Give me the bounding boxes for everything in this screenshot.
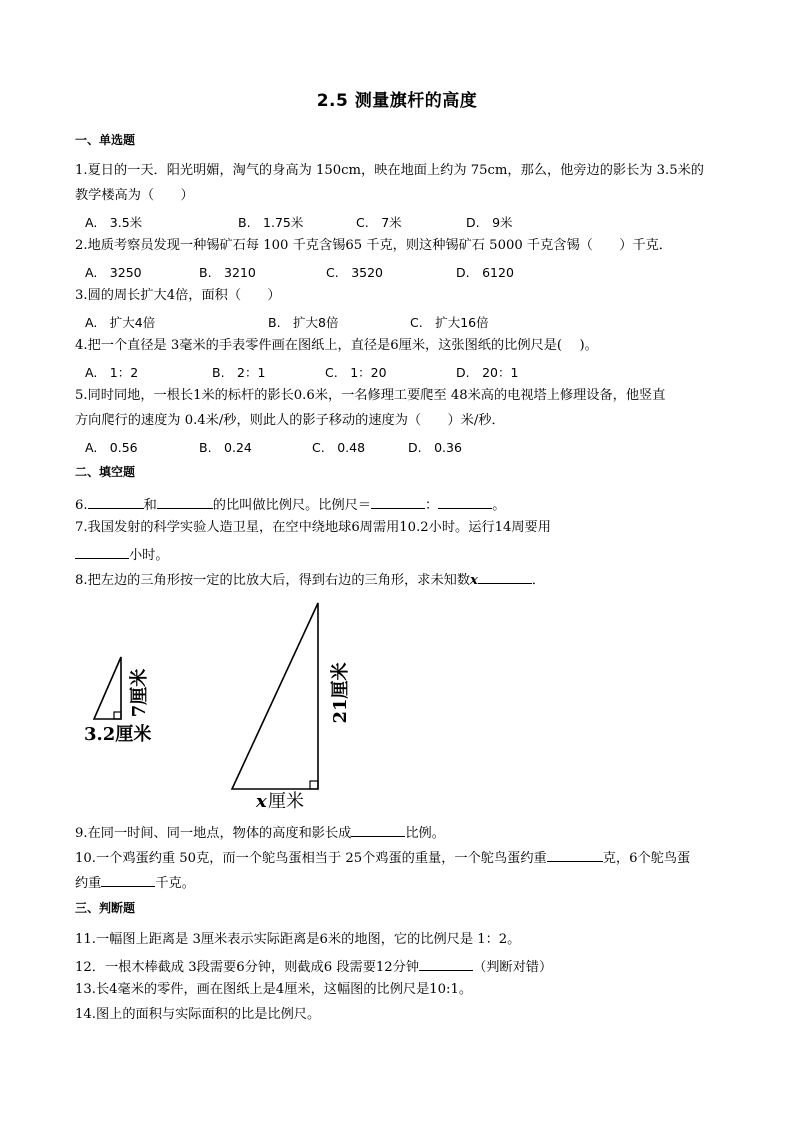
question-1-option-a: A. 3.5米 (85, 215, 143, 230)
answer-blank[interactable] (351, 822, 405, 837)
page-title: 2.5 测量旗杆的高度 (316, 91, 478, 111)
answer-blank[interactable] (371, 494, 425, 509)
answer-blank[interactable] (478, 569, 532, 584)
question-7-line-2 (75, 544, 169, 565)
answer-blank[interactable] (157, 494, 213, 509)
question-2-option-a: A. 3250 (85, 265, 142, 280)
question-12-end: （判断对错） (473, 960, 553, 975)
question-3-option-c: C. 扩大16倍 (410, 315, 489, 330)
large-triangle (232, 603, 318, 789)
question-9-end: 比例。 (405, 826, 445, 841)
section-heading-fill-in: 二、填空题 (75, 465, 136, 479)
question-2-option-c: C. 3520 (326, 265, 384, 280)
large-height-label: 21厘米 (330, 662, 351, 724)
question-2-line-1: 2.地质考察员发现一种锡矿石每 100 千克含锡65 千克，则这种锡矿石 5000 千克含锡（ ）千克． (75, 238, 672, 253)
question-5-option-d: D. 0.36 (408, 440, 462, 455)
small-triangle (94, 657, 121, 719)
question-7-unit: 小时。 (129, 548, 169, 563)
small-height-label: 7厘米 (129, 668, 150, 718)
question-10-text-a: 10.一个鸡蛋约重 50克，而一个鸵鸟蛋相当于 25个鸡蛋的重量，一个鸵鸟蛋约重 (75, 851, 547, 866)
section-heading-single-choice: 一、单选题 (75, 133, 136, 147)
question-6-text-b: 和 (143, 498, 157, 513)
question-7-line-1: 7.我国发射的科学实验人造卫星，在空中绕地球6周需用10.2小时。运行14周要用 (75, 520, 551, 535)
answer-blank[interactable] (101, 872, 155, 887)
question-14: 14.图上的面积与实际面积的比是比例尺。 (75, 1007, 321, 1022)
question-5-option-c: C. 0.48 (312, 440, 366, 455)
question-5-option-a: A. 0.56 (85, 440, 138, 455)
question-3-option-b: B. 扩大8倍 (268, 315, 339, 330)
answer-blank[interactable] (88, 494, 144, 509)
question-5-option-b: B. 0.24 (199, 440, 252, 455)
answer-blank[interactable] (419, 956, 473, 971)
question-5-line-1: 5.同时同地，一根长1米的标杆的影长0.6米，一名修理工要爬至 48米高的电视塔上修理设备，他竖直 (75, 388, 666, 403)
question-8-end: ． (531, 573, 546, 588)
question-9 (75, 822, 445, 843)
question-8-variable: x (470, 573, 478, 588)
question-8 (75, 569, 545, 590)
question-10-line-2 (75, 872, 195, 893)
question-10-text-c: 约重 (75, 876, 102, 891)
answer-blank[interactable] (75, 544, 129, 559)
answer-blank[interactable] (547, 847, 603, 862)
question-10-text-d: 千克。 (155, 876, 195, 891)
question-1-option-c: C. 7米 (356, 215, 402, 230)
question-2-option-d: D. 6120 (456, 265, 514, 280)
question-3-option-a: A. 扩大4倍 (85, 315, 156, 330)
large-base-variable: x (256, 791, 267, 812)
question-4-option-b: B. 2：1 (212, 365, 266, 380)
question-12 (75, 956, 552, 977)
question-6-number: 6. (75, 498, 88, 513)
section-heading-true-false: 三、判断题 (75, 901, 136, 915)
question-5-line-2: 方向爬行的速度为 0.4米/秒，则此人的影子移动的速度为（ ）米/秒． (75, 413, 505, 428)
question-6-text-e: 。 (492, 498, 506, 513)
large-right-angle-mark (310, 781, 318, 789)
question-6 (75, 494, 505, 515)
small-base-label: 3.2厘米 (84, 724, 152, 745)
question-1-line-2: 教学楼高为（ ） (75, 188, 194, 203)
question-4-option-d: D. 20：1 (456, 365, 519, 380)
question-4-option-a: A. 1：2 (85, 365, 139, 380)
question-12-text: 12．一根木棒截成 3段需要6分钟，则截成6 段需要12分钟 (75, 960, 420, 975)
question-13: 13.长4毫米的零件，画在图纸上是4厘米，这幅图的比例尺是10:1。 (75, 982, 473, 997)
triangles-figure (0, 595, 794, 817)
question-10-text-b: 克，6个鸵鸟蛋 (602, 851, 691, 866)
small-right-angle-mark (114, 712, 121, 719)
question-4-option-c: C. 1：20 (325, 365, 387, 380)
question-2-option-b: B. 3210 (199, 265, 256, 280)
question-1-option-b: B. 1.75米 (238, 215, 304, 230)
question-6-text-d: ： (425, 498, 439, 513)
question-4-line-1: 4.把一个直径是 3毫米的手表零件画在图纸上，直径是6厘米，这张图纸的比例尺是( )。 (75, 338, 598, 353)
question-1-line-1: 1.夏日的一天．阳光明媚，淘气的身高为 150cm，映在地面上约为 75cm，那么，他旁边的影长为 3.5米的 (75, 163, 704, 178)
question-6-text-c: 的比叫做比例尺。比例尺＝ (212, 498, 372, 513)
answer-blank[interactable] (438, 494, 492, 509)
large-base-unit: 厘米 (268, 791, 304, 812)
question-10-line-1 (75, 847, 690, 868)
question-1-option-d: D. 9米 (466, 215, 513, 230)
question-3-line-1: 3.圆的周长扩大4倍，面积（ ） (75, 288, 281, 303)
question-11: 11.一幅图上距离是 3厘米表示实际距离是6米的地图，它的比例尺是 1：2。 (75, 932, 521, 947)
question-9-text: 9.在同一时间、同一地点，物体的高度和影长成 (75, 826, 352, 841)
question-8-text: 8.把左边的三角形按一定的比放大后，得到右边的三角形，求未知数 (75, 573, 471, 588)
